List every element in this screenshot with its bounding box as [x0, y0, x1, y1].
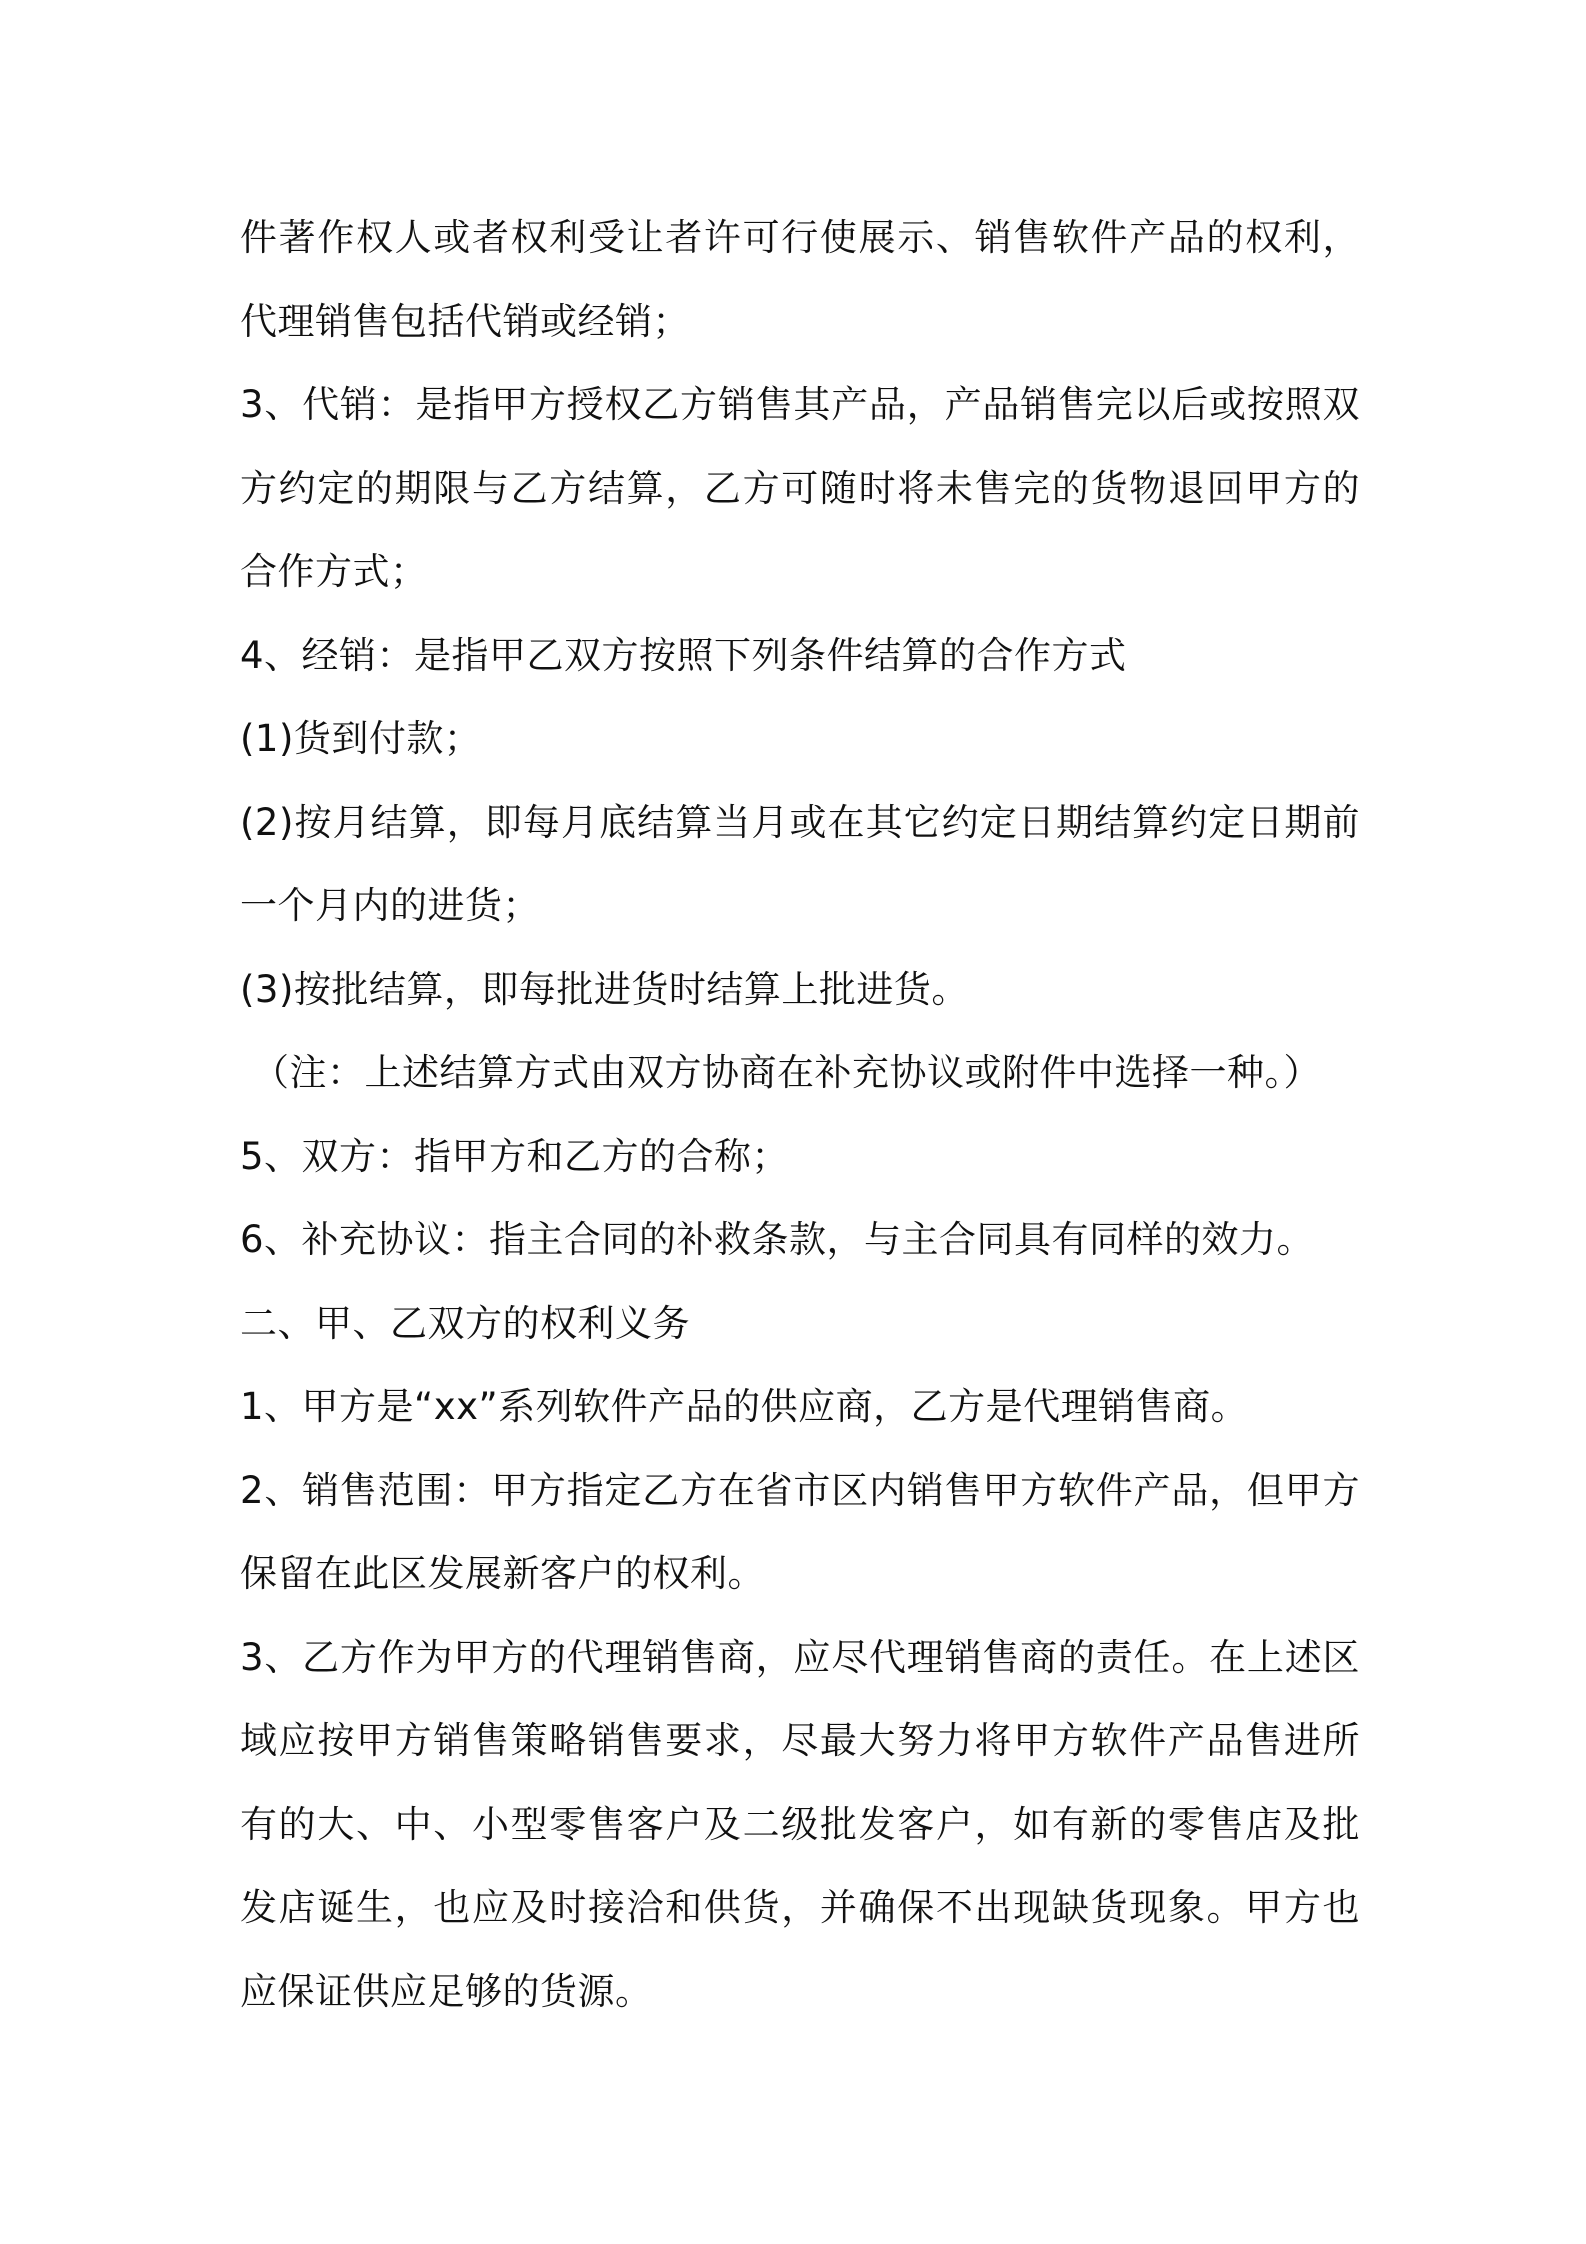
paragraph-definition-continuation: 件著作权人或者权利受让者许可行使展示、销售软件产品的权利，代理销售包括代销或经销；	[240, 216, 1360, 343]
paragraph-agent-responsibilities: 3、乙方作为甲方的代理销售商，应尽代理销售商的责任。在上述区域应按甲方销售策略销售要求，尽最大努力将甲方软件产品售进所有的大、中、小型零售客户及二级批发客户，如有新的零售店及批发店诞生，也应及时接洽和供货，并确保不出现缺货现象。甲方也应保证供应足够的货源。	[240, 1635, 1360, 2013]
paragraph-monthly-settlement: (2)按月结算，即每月底结算当月或在其它约定日期结算约定日期前一个月内的进货；	[240, 800, 1360, 927]
paragraph-distribution-definition: 4、经销：是指甲乙双方按照下列条件结算的合作方式	[240, 633, 1127, 677]
paragraph-cash-on-delivery: (1)货到付款；	[240, 717, 482, 760]
paragraph-consignment-definition: 3、代销：是指甲方授权乙方销售其产品，产品销售完以后或按照双方约定的期限与乙方结算，乙方可随时将未售完的货物退回甲方的合作方式；	[240, 383, 1360, 593]
paragraph-supplementary-agreement: 6、补充协议：指主合同的补救条款，与主合同具有同样的效力。	[240, 1218, 1315, 1261]
paragraph-batch-settlement: (3)按批结算，即每批进货时结算上批进货。	[240, 967, 969, 1011]
paragraph-both-parties-definition: 5、双方：指甲方和乙方的合称；	[240, 1134, 790, 1178]
section-heading-rights-obligations: 二、甲、乙双方的权利义务	[240, 1301, 690, 1345]
document-body	[240, 196, 1360, 2033]
paragraph-supplier-agent: 1、甲方是“xx”系列软件产品的供应商，乙方是代理销售商。	[240, 1385, 1249, 1428]
paragraph-sales-scope: 2、销售范围：甲方指定乙方在省市区内销售甲方软件产品，但甲方保留在此区发展新客户的权利。	[240, 1468, 1360, 1595]
paragraph-settlement-note: （注：上述结算方式由双方协商在补充协议或附件中选择一种。）	[252, 1051, 1321, 1094]
